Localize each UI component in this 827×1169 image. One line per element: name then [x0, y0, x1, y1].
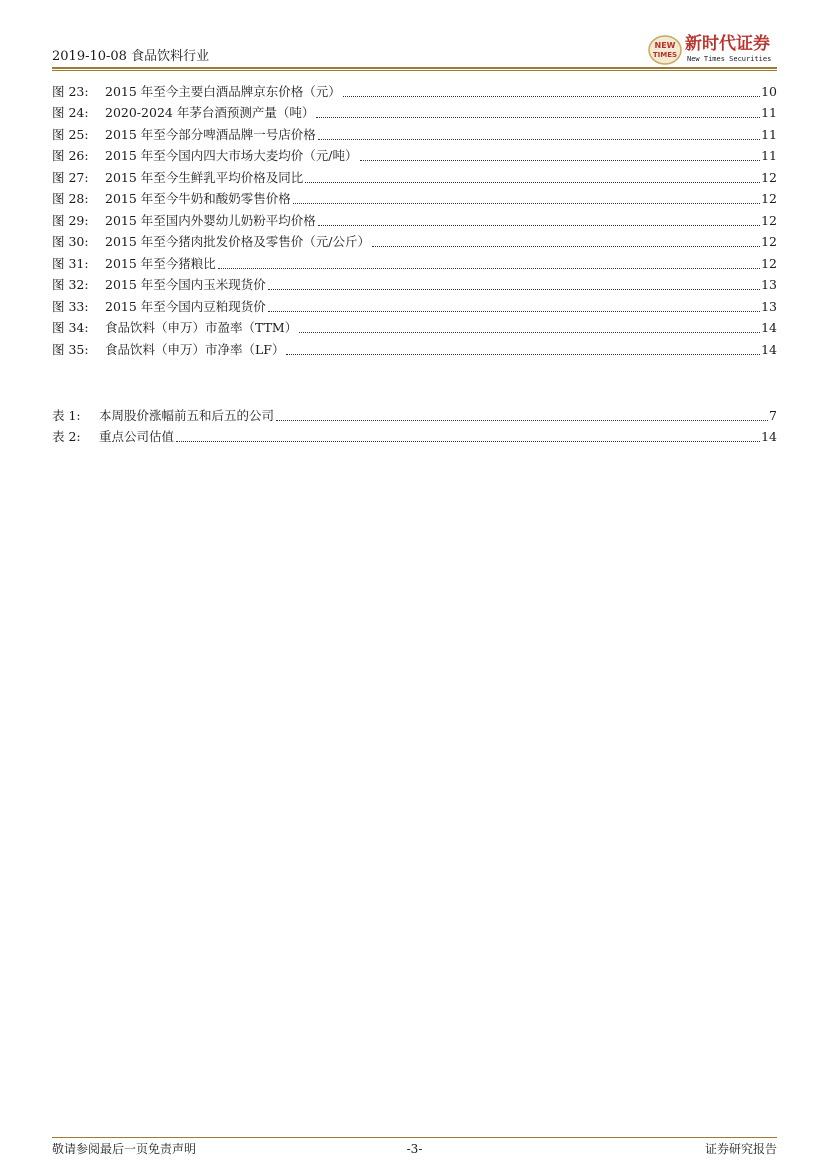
figure-index-entry[interactable]: [52, 100, 777, 122]
dot-leader: [318, 224, 760, 226]
entry-page-number: 11: [761, 148, 777, 163]
figure-index-entry[interactable]: [52, 315, 777, 337]
entry-page-number: 10: [761, 83, 777, 99]
footer-divider: [52, 1137, 777, 1138]
dot-leader: [268, 288, 760, 290]
figure-index-entry[interactable]: [52, 164, 777, 186]
dot-leader: [276, 419, 768, 421]
entry-title: 2015 年至国内外婴幼儿奶粉平均价格: [105, 212, 316, 228]
report-date-industry: 2019-10-08 食品饮料行业: [52, 49, 210, 64]
entry-label: 图 26:: [52, 148, 89, 163]
entry-page-number: 14: [761, 320, 777, 335]
entry-page-number: 11: [761, 105, 777, 120]
entry-title: 2015 年至今猪肉批发价格及零售价（元/公斤）: [105, 234, 370, 249]
entry-page-number: 14: [761, 341, 777, 357]
figure-index-entry[interactable]: [52, 250, 777, 272]
figure-index-entry[interactable]: [52, 207, 777, 229]
figure-index-entry[interactable]: [52, 272, 777, 294]
entry-page-number: 14: [761, 429, 777, 444]
entry-page-number: 7: [769, 407, 777, 423]
entry-title: 2015 年至今国内豆粕现货价: [105, 298, 266, 314]
dot-leader: [343, 95, 760, 97]
entry-title: 食品饮料（申万）市净率（LF）: [105, 341, 285, 357]
dot-leader: [176, 440, 760, 442]
dot-leader: [360, 159, 761, 161]
entry-label: 图 23:: [52, 83, 89, 99]
svg-text:NEW: NEW: [654, 41, 676, 50]
header-divider-thin: [52, 70, 777, 71]
dot-leader: [305, 181, 760, 183]
table-index-list: [52, 402, 777, 445]
entry-label: 图 24:: [52, 105, 89, 120]
page-number: -3-: [406, 1142, 423, 1156]
svg-text:TIMES: TIMES: [652, 51, 678, 59]
dot-leader: [293, 202, 760, 204]
table-index-entry[interactable]: [52, 402, 777, 424]
entry-page-number: 12: [761, 212, 777, 228]
entry-label: 图 32:: [52, 277, 89, 292]
table-index-entry[interactable]: [52, 424, 777, 446]
entry-title: 本周股价涨幅前五和后五的公司: [99, 407, 275, 423]
dot-leader: [318, 138, 760, 140]
header-divider: [52, 67, 777, 69]
entry-label: 图 28:: [52, 191, 89, 206]
figure-index-entry[interactable]: [52, 121, 777, 143]
entry-page-number: 11: [761, 126, 777, 142]
dot-leader: [372, 245, 760, 247]
entry-page-number: 12: [761, 191, 777, 206]
figure-index-entry[interactable]: [52, 78, 777, 100]
entry-title: 2015 年至今部分啤酒品牌一号店价格: [105, 126, 316, 142]
entry-title: 2020-2024 年茅台酒预测产量（吨）: [105, 105, 315, 120]
entry-label: 图 30:: [52, 234, 89, 249]
entry-title: 2015 年至今生鲜乳平均价格及同比: [105, 169, 304, 185]
page-footer: [52, 1141, 777, 1157]
dot-leader: [218, 267, 760, 269]
entry-label: 图 31:: [52, 255, 89, 271]
entry-label: 图 33:: [52, 298, 89, 314]
dot-leader: [299, 331, 760, 333]
entry-page-number: 12: [761, 234, 777, 249]
entry-label: 图 29:: [52, 212, 89, 228]
entry-page-number: 12: [761, 169, 777, 185]
report-type: 证券研究报告: [704, 1142, 777, 1156]
figure-index-entry[interactable]: [52, 143, 777, 165]
figure-index-entry[interactable]: [52, 293, 777, 315]
entry-page-number: 12: [761, 255, 777, 271]
entry-label: 图 35:: [52, 341, 89, 357]
figure-index-entry[interactable]: [52, 229, 777, 251]
figure-index-entry[interactable]: [52, 336, 777, 358]
entry-title: 2015 年至今主要白酒品牌京东价格（元）: [105, 83, 341, 99]
figure-index-entry[interactable]: [52, 186, 777, 208]
entry-title: 重点公司估值: [99, 429, 175, 444]
logo-chinese-name: 新时代证券: [685, 34, 770, 54]
dot-leader: [316, 116, 760, 118]
entry-page-number: 13: [761, 277, 777, 292]
entry-title: 2015 年至今牛奶和酸奶零售价格: [105, 191, 291, 206]
dot-leader: [268, 310, 760, 312]
company-logo: [647, 34, 777, 66]
entry-title: 2015 年至今国内四大市场大麦均价（元/吨）: [105, 148, 358, 163]
new-times-logo-icon: [647, 34, 683, 66]
entry-title: 食品饮料（申万）市盈率（TTM）: [105, 320, 298, 335]
entry-label: 图 34:: [52, 320, 89, 335]
entry-label: 图 27:: [52, 169, 89, 185]
disclaimer-note: 敬请参阅最后一页免责声明: [52, 1142, 197, 1156]
dot-leader: [286, 353, 760, 355]
entry-page-number: 13: [761, 298, 777, 314]
logo-english-name: New Times Securities: [687, 55, 772, 63]
entry-label: 表 1:: [52, 407, 81, 423]
entry-label: 表 2:: [52, 429, 81, 444]
figure-index-list: [52, 78, 777, 358]
entry-title: 2015 年至今国内玉米现货价: [105, 277, 266, 292]
entry-label: 图 25:: [52, 126, 89, 142]
page-header: [52, 34, 777, 68]
entry-title: 2015 年至今猪粮比: [105, 255, 216, 271]
